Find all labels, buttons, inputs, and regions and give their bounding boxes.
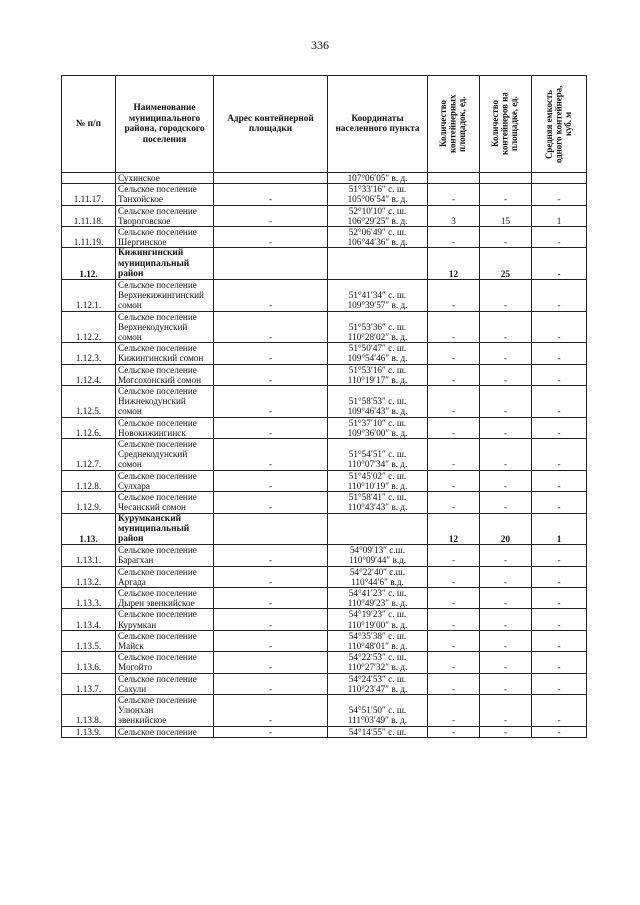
- name-line: сомон: [118, 332, 142, 343]
- coordinates: [328, 227, 428, 248]
- coordinate-line: 51°54′51″ с. ш.: [348, 449, 407, 460]
- name-line: Сельское поселение: [118, 652, 197, 663]
- name-line: Сельское поселение: [118, 386, 197, 397]
- sites-count: -: [428, 652, 480, 673]
- container-capacity: -: [532, 587, 587, 608]
- name-line: Могсохонский сомон: [118, 374, 201, 385]
- name-line: Улюнхан: [118, 705, 154, 716]
- container-capacity: -: [532, 417, 587, 438]
- coordinate-line: 110°19′17″ в. д.: [347, 374, 408, 385]
- coordinate-line: 54°14′55″ с. ш.: [348, 726, 407, 737]
- row-number: 1.12.8.: [62, 470, 116, 491]
- sites-count: -: [428, 694, 480, 726]
- container-capacity: -: [532, 694, 587, 726]
- row-number: 1.12.4.: [62, 364, 116, 385]
- coordinate-line: 51°45′02″ с. ш.: [348, 470, 407, 481]
- name-line: Верхнекодунский: [118, 321, 188, 332]
- name-line: Сельское поселение: [118, 470, 197, 481]
- row-number: 1.13.7.: [62, 673, 116, 694]
- header-num: № п/п: [62, 76, 116, 173]
- settlement-name: [116, 248, 214, 280]
- coordinate-line: 109°36′00″ в. д.: [347, 427, 408, 438]
- sites-count: [428, 173, 480, 184]
- coordinates: [328, 417, 428, 438]
- name-line: Курумканский: [118, 513, 182, 524]
- header-capacity: Средняя емкость одного контейнера, куб. м: [532, 76, 587, 173]
- coordinate-line: 51°50′47″ с. ш.: [348, 343, 407, 354]
- name-line: Новокижингинск: [118, 427, 186, 438]
- settlement-name: [116, 205, 214, 226]
- table-row: [62, 726, 587, 737]
- row-number: 1.12.7.: [62, 439, 116, 471]
- containers-count: -: [480, 280, 532, 312]
- container-address: -: [214, 609, 328, 630]
- name-line: район: [118, 268, 144, 279]
- table-row: [62, 364, 587, 385]
- table-body: [62, 173, 587, 738]
- table-row: [62, 386, 587, 418]
- name-line: эвенкийское: [118, 715, 167, 726]
- name-line: Сельское поселение: [118, 673, 197, 684]
- header-row: [62, 76, 587, 173]
- row-number: 1.11.18.: [62, 205, 116, 226]
- container-address: -: [214, 673, 328, 694]
- coordinate-line: 51°58′53″ с. ш.: [348, 396, 407, 407]
- coordinate-line: 110°43′43″ в. д.: [347, 502, 408, 513]
- sites-count: -: [428, 386, 480, 418]
- sites-count: -: [428, 726, 480, 737]
- name-line: Сельское поселение: [118, 205, 197, 216]
- name-line: Кижингинский сомон: [118, 353, 204, 364]
- name-line: Курумкан: [118, 619, 157, 630]
- sites-count: -: [428, 470, 480, 491]
- row-number: 1.13.5.: [62, 630, 116, 651]
- coordinates: [328, 248, 428, 280]
- coordinate-line: 110°10′19″ в. д.: [347, 480, 408, 491]
- settlement-name: [116, 652, 214, 673]
- container-address: -: [214, 311, 328, 343]
- container-address: [214, 173, 328, 184]
- name-line: Могойто: [118, 662, 153, 673]
- row-number: 1.13.9.: [62, 726, 116, 737]
- containers-count: -: [480, 417, 532, 438]
- containers-count: -: [480, 439, 532, 471]
- name-line: Твороговское: [118, 215, 171, 226]
- settlement-name: [116, 184, 214, 205]
- coordinate-line: 54°22′53″ с. ш.: [348, 652, 407, 663]
- name-line: Дырен эвенкийское: [118, 598, 195, 609]
- containers-count: -: [480, 609, 532, 630]
- settlement-name: [116, 343, 214, 364]
- name-line: Сулхара: [118, 480, 150, 491]
- sites-count: -: [428, 492, 480, 513]
- table-row: [62, 694, 587, 726]
- name-line: Сельское поселение: [118, 311, 197, 322]
- container-address: -: [214, 417, 328, 438]
- coordinate-line: 52°06′49″ с. ш.: [348, 227, 407, 238]
- container-address: -: [214, 280, 328, 312]
- row-number: 1.13.4.: [62, 609, 116, 630]
- containers-count: 25: [480, 248, 532, 280]
- sites-count: -: [428, 545, 480, 566]
- containers-count: -: [480, 227, 532, 248]
- coordinate-line: 105°06′54″ в. д.: [347, 194, 408, 205]
- sites-count: -: [428, 184, 480, 205]
- settlement-name: [116, 470, 214, 491]
- settlement-name: [116, 673, 214, 694]
- containers-count: -: [480, 386, 532, 418]
- row-number: 1.13.6.: [62, 652, 116, 673]
- container-address: -: [214, 694, 328, 726]
- containers-count: -: [480, 184, 532, 205]
- container-capacity: -: [532, 184, 587, 205]
- coordinate-line: 109°54′46″ в. д.: [347, 353, 408, 364]
- row-number: 1.11.19.: [62, 227, 116, 248]
- containers-count: -: [480, 630, 532, 651]
- name-line: Сухинское: [118, 173, 160, 183]
- containers-count: [480, 173, 532, 184]
- sites-count: 3: [428, 205, 480, 226]
- container-address: -: [214, 652, 328, 673]
- row-number: 1.13.2.: [62, 566, 116, 587]
- district-row: [62, 513, 587, 545]
- containers-count: -: [480, 673, 532, 694]
- sites-count: -: [428, 311, 480, 343]
- coordinates: [328, 673, 428, 694]
- containers-count: -: [480, 694, 532, 726]
- containers-count: -: [480, 726, 532, 737]
- table-row: [62, 545, 587, 566]
- container-address: -: [214, 470, 328, 491]
- name-line: Сельское поселение: [118, 630, 197, 641]
- name-line: Сельское поселение: [118, 184, 197, 195]
- coordinate-line: 51°37′10″ с. ш.: [348, 417, 407, 428]
- name-line: Сельское поселение: [118, 343, 197, 354]
- header-name: Наименование муниципального района, городского поселения: [116, 76, 214, 173]
- coordinates: [328, 311, 428, 343]
- name-line: сомон: [118, 406, 142, 417]
- container-capacity: -: [532, 343, 587, 364]
- coordinates: [328, 364, 428, 385]
- sites-count: -: [428, 630, 480, 651]
- coordinate-line: 54°35′38″ с. ш.: [348, 630, 407, 641]
- name-line: Сельское поселение: [118, 364, 197, 375]
- row-number: 1.13.8.: [62, 694, 116, 726]
- container-capacity: -: [532, 470, 587, 491]
- row-number: 1.12.1.: [62, 280, 116, 312]
- name-line: Сельское поселение: [118, 609, 197, 620]
- name-line: Сельское поселение: [118, 545, 197, 556]
- sites-count: -: [428, 343, 480, 364]
- container-address: [214, 513, 328, 545]
- container-capacity: -: [532, 673, 587, 694]
- table-row: [62, 311, 587, 343]
- sites-count: -: [428, 587, 480, 608]
- settlement-name: [116, 694, 214, 726]
- settlement-name: [116, 439, 214, 471]
- name-line: сомон: [118, 459, 142, 470]
- row-number: 1.13.1.: [62, 545, 116, 566]
- settlement-name: [116, 609, 214, 630]
- coordinate-line: 110°07′34″ в. д.: [347, 459, 408, 470]
- settlement-name: [116, 386, 214, 418]
- table-row: [62, 227, 587, 248]
- sites-count: 12: [428, 248, 480, 280]
- coordinate-line: 51°33′16″ с. ш.: [348, 184, 407, 195]
- row-number: 1.12.5.: [62, 386, 116, 418]
- coordinate-line: 51°41′34″ с. ш.: [348, 290, 407, 301]
- coordinate-line: 110°44′6″ в.д.: [351, 576, 404, 587]
- table-row: [62, 609, 587, 630]
- settlement-name: [116, 173, 214, 184]
- name-line: Чесанский сомон: [118, 502, 186, 513]
- container-capacity: -: [532, 630, 587, 651]
- container-address: -: [214, 566, 328, 587]
- row-number: 1.12.3.: [62, 343, 116, 364]
- municipal-table: [61, 75, 587, 738]
- coordinates: [328, 694, 428, 726]
- container-capacity: -: [532, 609, 587, 630]
- header-coords: Координаты населенного пункта: [328, 76, 428, 173]
- settlement-name: [116, 417, 214, 438]
- coordinate-line: 109°39′57″ в. д.: [347, 300, 408, 311]
- coordinates: [328, 513, 428, 545]
- name-line: Аргада: [118, 576, 146, 587]
- row-number: 1.12.9.: [62, 492, 116, 513]
- coordinate-line: 54°51′50″ с. ш.: [348, 705, 407, 716]
- coordinate-line: 107°06′05″ в. д.: [347, 173, 408, 183]
- containers-count: 20: [480, 513, 532, 545]
- coordinate-line: 52°10′10″ с. ш.: [348, 205, 407, 216]
- coordinates: [328, 343, 428, 364]
- settlement-name: [116, 492, 214, 513]
- container-capacity: -: [532, 248, 587, 280]
- name-line: Среднекодунский: [118, 449, 188, 460]
- container-capacity: [532, 173, 587, 184]
- coordinate-line: 110°48′01″ в. д.: [347, 640, 408, 651]
- settlement-name: [116, 513, 214, 545]
- coordinates: [328, 470, 428, 491]
- page-number: 336: [311, 38, 329, 52]
- container-capacity: -: [532, 545, 587, 566]
- coordinates: [328, 184, 428, 205]
- containers-count: -: [480, 364, 532, 385]
- sites-count: -: [428, 673, 480, 694]
- coordinate-line: 54°22′40″ с.ш.: [349, 566, 406, 577]
- settlement-name: [116, 587, 214, 608]
- name-line: Барагхан: [118, 555, 154, 566]
- coordinate-line: 110°49′23″ в. д.: [347, 598, 408, 609]
- container-address: -: [214, 227, 328, 248]
- settlement-name: [116, 280, 214, 312]
- coordinate-line: 51°58′41″ с. ш.: [348, 492, 407, 503]
- container-capacity: 1: [532, 205, 587, 226]
- table-row: [62, 492, 587, 513]
- settlement-name: [116, 566, 214, 587]
- row-number: 1.13.3.: [62, 587, 116, 608]
- container-capacity: -: [532, 439, 587, 471]
- settlement-name: [116, 227, 214, 248]
- coordinate-line: 109°46′43″ в. д.: [347, 406, 408, 417]
- table-row: [62, 173, 587, 184]
- settlement-name: [116, 364, 214, 385]
- container-capacity: -: [532, 364, 587, 385]
- containers-count: -: [480, 311, 532, 343]
- coordinate-line: 54°41′23″ с. ш.: [348, 587, 407, 598]
- coordinates: [328, 609, 428, 630]
- sites-count: 12: [428, 513, 480, 545]
- sites-count: -: [428, 566, 480, 587]
- row-number: [62, 173, 116, 184]
- name-line: Танхойское: [118, 194, 163, 205]
- coordinate-line: 54°09′13″ с.ш.: [349, 545, 406, 556]
- container-capacity: 1: [532, 513, 587, 545]
- container-address: -: [214, 343, 328, 364]
- name-line: Майск: [118, 640, 144, 651]
- container-address: -: [214, 386, 328, 418]
- name-line: Сельское поселение: [118, 726, 197, 737]
- name-line: Сельское поселение: [118, 280, 197, 291]
- table-row: [62, 417, 587, 438]
- table-row: [62, 343, 587, 364]
- row-number: 1.12.2.: [62, 311, 116, 343]
- name-line: муниципальный: [118, 258, 190, 269]
- name-line: Кижингинский: [118, 248, 184, 259]
- coordinates: [328, 386, 428, 418]
- name-line: Сельское поселение: [118, 566, 197, 577]
- coordinates: [328, 439, 428, 471]
- sites-count: -: [428, 417, 480, 438]
- coordinates: [328, 630, 428, 651]
- row-number: 1.13.: [62, 513, 116, 545]
- name-line: район: [118, 533, 144, 544]
- settlement-name: [116, 311, 214, 343]
- name-line: Сельское поселение: [118, 439, 197, 450]
- container-capacity: -: [532, 227, 587, 248]
- containers-count: -: [480, 652, 532, 673]
- container-address: [214, 248, 328, 280]
- coordinates: [328, 566, 428, 587]
- containers-count: 15: [480, 205, 532, 226]
- district-row: [62, 248, 587, 280]
- row-number: 1.12.6.: [62, 417, 116, 438]
- coordinate-line: 51°53′36″ с. ш.: [348, 321, 407, 332]
- settlement-name: [116, 630, 214, 651]
- coordinate-line: 51°53′16″ с. ш.: [348, 364, 407, 375]
- coordinate-line: 54°19′23″ с. ш.: [348, 609, 407, 620]
- coordinate-line: 110°23′47″ в. д.: [347, 683, 408, 694]
- table-row: [62, 587, 587, 608]
- header-address: Адрес контейнерной площадки: [214, 76, 328, 173]
- row-number: 1.12.: [62, 248, 116, 280]
- containers-count: -: [480, 492, 532, 513]
- container-capacity: -: [532, 726, 587, 737]
- container-address: -: [214, 630, 328, 651]
- coordinates: [328, 173, 428, 184]
- coordinate-line: 106°29′25″ в. д.: [347, 215, 408, 226]
- sites-count: -: [428, 280, 480, 312]
- table-row: [62, 673, 587, 694]
- header-containers: Количество контейнеров на площадке, ед.: [480, 76, 532, 173]
- name-line: Сельское поселение: [118, 417, 197, 428]
- container-address: -: [214, 545, 328, 566]
- coordinate-line: 110°19′00″ в. д.: [347, 619, 408, 630]
- name-line: Сельское поселение: [118, 227, 197, 238]
- container-address: -: [214, 587, 328, 608]
- sites-count: -: [428, 609, 480, 630]
- coordinates: [328, 492, 428, 513]
- table-row: [62, 184, 587, 205]
- coordinates: [328, 587, 428, 608]
- coordinates: [328, 205, 428, 226]
- coordinate-line: 110°09′44″ в.д.: [348, 555, 407, 566]
- container-capacity: -: [532, 280, 587, 312]
- containers-count: -: [480, 343, 532, 364]
- containers-count: -: [480, 470, 532, 491]
- table-row: [62, 566, 587, 587]
- name-line: Сахули: [118, 683, 147, 694]
- name-line: Верхнекижингинский: [118, 290, 204, 301]
- table-row: [62, 652, 587, 673]
- container-capacity: -: [532, 311, 587, 343]
- coordinates: [328, 726, 428, 737]
- table-row: [62, 205, 587, 226]
- sites-count: -: [428, 364, 480, 385]
- coordinates: [328, 280, 428, 312]
- coordinate-line: 106°44′36″ в. д.: [347, 237, 408, 248]
- name-line: Сельское поселение: [118, 587, 197, 598]
- header-sites: Количество контейнерных площадок, ед.: [428, 76, 480, 173]
- row-number: 1.11.17.: [62, 184, 116, 205]
- container-address: -: [214, 439, 328, 471]
- settlement-name: [116, 726, 214, 737]
- coordinates: [328, 652, 428, 673]
- container-address: -: [214, 184, 328, 205]
- sites-count: -: [428, 227, 480, 248]
- containers-count: -: [480, 545, 532, 566]
- container-address: -: [214, 205, 328, 226]
- coordinate-line: 111°03′49″ в. д.: [347, 715, 408, 726]
- container-capacity: -: [532, 652, 587, 673]
- container-capacity: -: [532, 492, 587, 513]
- sites-count: -: [428, 439, 480, 471]
- container-address: -: [214, 726, 328, 737]
- container-address: -: [214, 492, 328, 513]
- container-capacity: -: [532, 386, 587, 418]
- name-line: Сельское поселение: [118, 694, 197, 705]
- table-row: [62, 439, 587, 471]
- name-line: сомон: [118, 300, 142, 311]
- coordinate-line: 54°24′53″ с. ш.: [348, 673, 407, 684]
- container-address: -: [214, 364, 328, 385]
- coordinates: [328, 545, 428, 566]
- coordinate-line: 110°28′02″ в. д.: [347, 332, 408, 343]
- table-row: [62, 630, 587, 651]
- container-capacity: -: [532, 566, 587, 587]
- coordinate-line: 110°27′32″ в. д.: [347, 662, 408, 673]
- name-line: Сельское поселение: [118, 492, 197, 503]
- settlement-name: [116, 545, 214, 566]
- containers-count: -: [480, 587, 532, 608]
- name-line: Нижнекодунский: [118, 396, 186, 407]
- table-row: [62, 470, 587, 491]
- table-row: [62, 280, 587, 312]
- name-line: муниципальный: [118, 523, 190, 534]
- containers-count: -: [480, 566, 532, 587]
- name-line: Шергинское: [118, 237, 167, 248]
